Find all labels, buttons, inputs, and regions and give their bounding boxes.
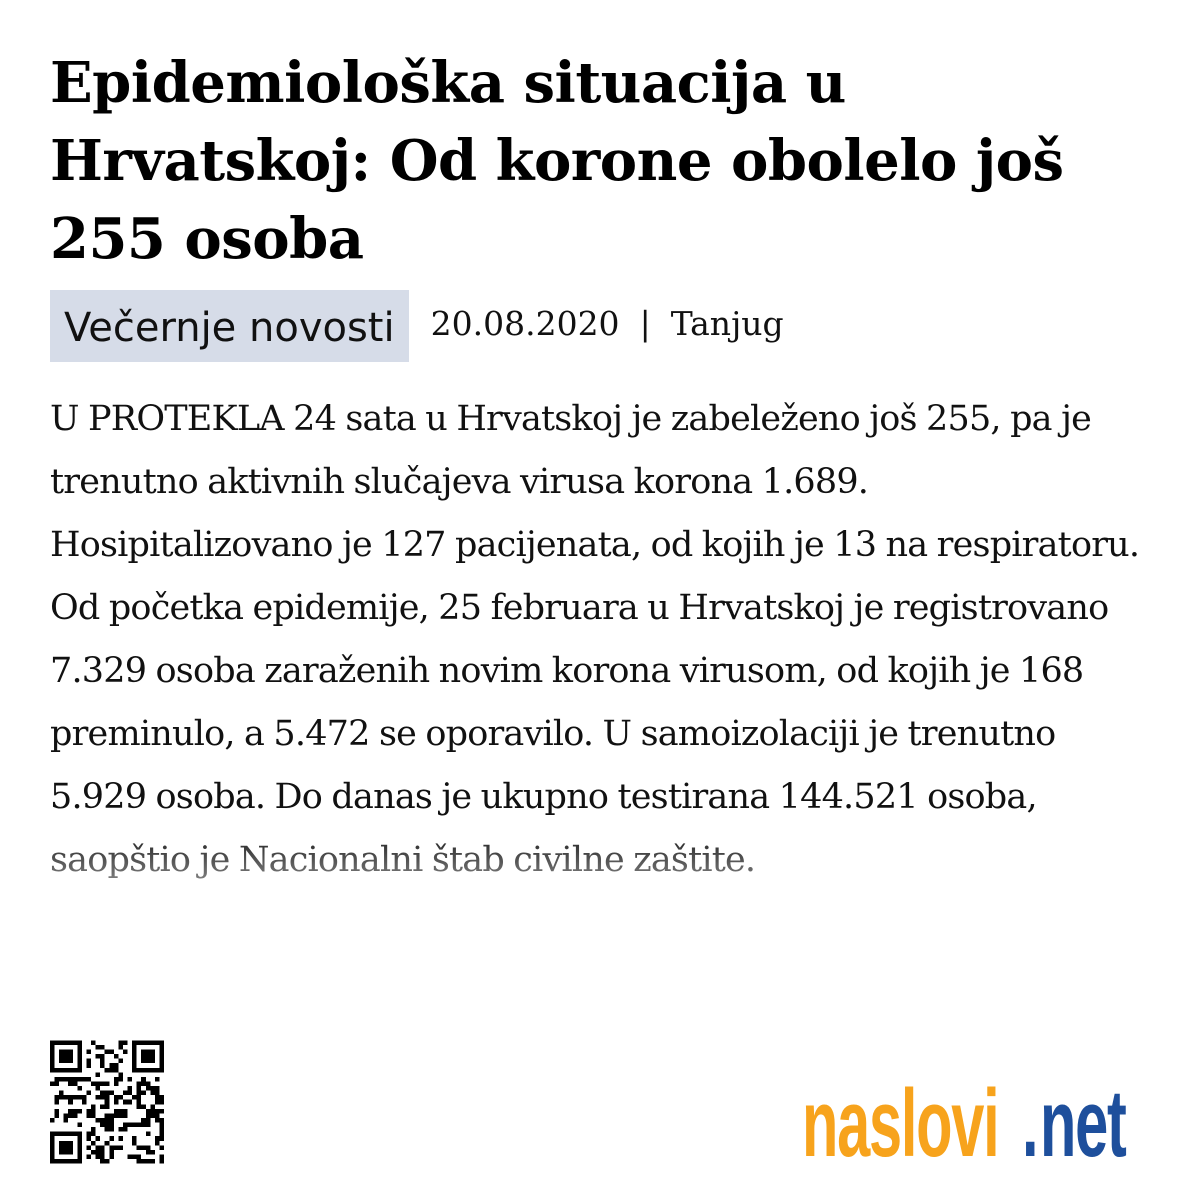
article-agency: Tanjug — [670, 304, 784, 343]
logo-text-dot: . — [1022, 1069, 1039, 1166]
article-title: Epidemiološka situacija u Hrvatskoj: Od korone obolelo još 255 osoba — [50, 50, 1064, 272]
logo-text-tld: net — [1040, 1069, 1126, 1166]
article-meta-info — [431, 304, 784, 344]
meta-separator: | — [639, 304, 651, 343]
source-badge[interactable]: Večernje novosti — [50, 290, 409, 362]
article-body: U PROTEKLA 24 sata u Hrvatskoj je zabeleženo još 255, pa je trenutno aktivnih slučajeva virusa korona 1.689. Hosipitalizovano je 127 pacijenata, od kojih je 13 na respiratoru. Od početka epidemije, 25 februara u Hrvatskoj je registrovano 7.329 osoba zaraženih novim korona virusom, od kojih je 168 preminulo, a 5.472 se oporavilo. U samoizolaciji je trenutno 5.929 osoba. Do danas je ukupno testirana 144.521 osoba, saopštio je Nacionalni štab civilne zaštite. — [50, 388, 1160, 892]
article-date: 20.08.2020 — [430, 304, 620, 343]
logo-text-main: naslovi — [802, 1069, 999, 1166]
article-meta — [50, 290, 784, 362]
naslovi-logo[interactable] — [800, 1062, 1170, 1166]
qr-code-icon — [50, 1040, 164, 1164]
